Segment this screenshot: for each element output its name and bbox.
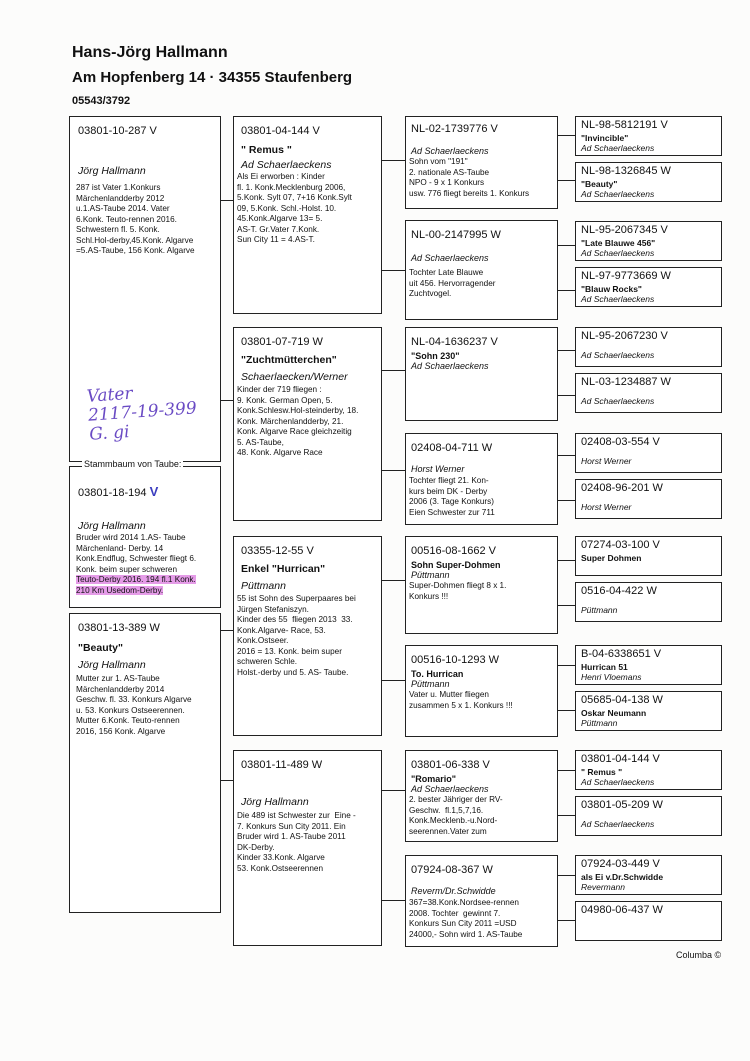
gen4-ring: NL-97-9773669 W <box>581 270 671 282</box>
ggp-breeder: Reverm/Dr.Schwidde <box>411 886 496 896</box>
subject-breeder: Jörg Hallmann <box>78 520 146 532</box>
ancestor-gen4-box <box>575 750 722 790</box>
ggp-ring: NL-00-2147995 W <box>411 229 501 241</box>
father-notes: 287 ist Vater 1.Konkurs Märchenlandderby 2012 u.1.AS-Taube 2014. Vater 6.Konk. Teuto-rennen 2016. Schwestern fl. 5. Konk. Schl.Hol-derby,45.Konk. Algarve =5.AS-Taube, 156 Konk. Algarve <box>76 183 195 255</box>
gen4-name: Super Dohmen <box>581 553 642 563</box>
ggp-breeder: Ad Schaerlaeckens <box>411 784 489 794</box>
gen4-ring: 07924-03-449 V <box>581 858 660 870</box>
ancestor-gen4-box <box>575 645 722 685</box>
gen4-ring: NL-95-2067230 V <box>581 330 668 342</box>
ggp-name: To. Hurrican <box>411 669 464 679</box>
ggp-ring: 00516-10-1293 W <box>411 654 500 666</box>
owner-name: Hans-Jörg Hallmann <box>72 44 228 61</box>
ggp-name: "Romario" <box>411 774 457 784</box>
grandparent-breeder: Schaerlaecken/Werner <box>241 371 348 383</box>
gen4-breeder: Püttmann <box>581 718 618 728</box>
gen4-breeder: Ad Schaerlaeckens <box>581 350 655 360</box>
ggp-breeder: Püttmann <box>411 570 450 580</box>
check-mark: V <box>149 484 159 499</box>
ggp-breeder: Ad Schaerlaeckens <box>411 253 489 263</box>
ggp-notes: Sohn vom "191" 2. nationale AS-Taube NPO - 9 x 1 Konkurs usw. 776 fliegt bereits 1. Konkurs <box>409 157 530 198</box>
ggp-breeder: Ad Schaerlaeckens <box>411 361 489 371</box>
ancestor-gen4-box <box>575 582 722 622</box>
gen4-ring: NL-95-2067345 V <box>581 224 668 236</box>
ancestor-gen4-box <box>575 327 722 367</box>
ggp-breeder: Horst Werner <box>411 464 465 474</box>
gen4-breeder: Horst Werner <box>581 502 632 512</box>
ggp-ring: 02408-04-711 W <box>411 442 493 454</box>
gen4-ring: 0516-04-422 W <box>581 585 657 597</box>
great-grandparent-box <box>405 855 558 947</box>
ggp-notes: Tochter fliegt 21. Kon- kurs beim DK - Derby 2006 (3. Tage Konkurs) Eien Schwester zur 711 <box>409 476 495 517</box>
subject-ring: 03801-18-194 <box>78 487 147 499</box>
grandparent-notes: Als Ei erworben : Kinder fl. 1. Konk.Mecklenburg 2006, 5.Konk. Sylt 07, 7+16 Konk.Sylt 09, 5.Konk. Schl.-Holst. 10. 45.Konk.Algarve 13= 5. AS-T. Gr.Vater 7.Konk. Sun City 11 = 4.AS-T. <box>237 172 352 244</box>
footer-credit: Columba © <box>676 950 722 960</box>
gen4-name: Hurrican 51 <box>581 662 628 672</box>
gen4-ring: NL-98-1326845 W <box>581 165 671 177</box>
grandparent-breeder: Püttmann <box>241 580 286 592</box>
ggp-notes: Super-Dohmen fliegt 8 x 1. Konkurs !!! <box>409 581 507 601</box>
ancestor-gen4-box <box>575 116 722 156</box>
gen4-breeder: Henri Vloemans <box>581 672 642 682</box>
grandparent-ring: 03355-12-55 V <box>241 545 314 557</box>
ancestor-gen4-box <box>575 901 722 941</box>
gen4-name: Oskar Neumann <box>581 708 647 718</box>
gen4-ring: 03801-04-144 V <box>581 753 660 765</box>
grandparent-breeder: Ad Schaerlaeckens <box>241 159 332 171</box>
ggp-notes: 367=38.Konk.Nordsee-rennen 2008. Tochter gewinnt 7. Konkurs Sun City 2011 =USD 24000,- Sohn wird 1. AS-Taube <box>409 898 523 939</box>
subject-notes: Bruder wird 2014 1.AS- Taube Märchenland- Derby. 14 Konk.Endflug, Schwester fliegt 6. Konk. beim super schweren Teuto-Derby 2016. 194 fl.1 Konk. 210 Km Usedom-Derby. <box>76 533 197 595</box>
gen4-breeder: Ad Schaerlaeckens <box>581 189 655 199</box>
gen4-ring: NL-98-5812191 V <box>581 119 668 131</box>
subject-box <box>69 466 221 608</box>
ggp-name: "Sohn 230" <box>411 351 460 361</box>
mother-name: "Beauty" <box>78 642 123 654</box>
grandparent-ring: 03801-04-144 V <box>241 125 320 137</box>
gen4-breeder: Ad Schaerlaeckens <box>581 396 655 406</box>
gen4-breeder: Ad Schaerlaeckens <box>581 248 655 258</box>
ggp-notes: 2. bester Jähriger der RV- Geschw. fl.1,5,7,16. Konk.Mecklenb.-u.Nord- seerennen.Vater zum <box>409 795 503 836</box>
grandparent-notes: 55 ist Sohn des Superpaares bei Jürgen Stefaniszyn. Kinder des 55 fliegen 2013 33. Konk.Algarve- Race, 53. Konk.Ostseer. 2016 = 13. Konk. beim super schweren Schle. Holst.-derby und 5. AS- Taube. <box>237 594 356 677</box>
gen4-ring: 07274-03-100 V <box>581 539 660 551</box>
gen4-ring: NL-03-1234887 W <box>581 376 671 388</box>
gen4-breeder: Ad Schaerlaeckens <box>581 294 655 304</box>
ancestor-gen4-box <box>575 479 722 519</box>
ancestor-gen4-box <box>575 855 722 895</box>
gen4-name: "Late Blauwe 456" <box>581 238 656 248</box>
handwritten-note: Vater 2117-19-399 G. gi <box>86 383 198 445</box>
grandparent-name: "Zuchtmütterchen" <box>241 354 337 366</box>
ancestor-gen4-box <box>575 433 722 473</box>
gen4-ring: 02408-96-201 W <box>581 482 663 494</box>
ggp-ring: NL-04-1636237 V <box>411 336 498 348</box>
gen4-ring: 05685-04-138 W <box>581 694 663 706</box>
gen4-name: "Invincible" <box>581 133 629 143</box>
grandparent-ring: 03801-07-719 W <box>241 336 323 348</box>
great-grandparent-box <box>405 116 558 209</box>
ancestor-gen4-box <box>575 162 722 202</box>
ggp-notes: Vater u. Mutter fliegen zusammen 5 x 1. Konkurs !!! <box>409 690 513 710</box>
ggp-ring: NL-02-1739776 V <box>411 123 498 135</box>
grandparent-notes: Kinder der 719 fliegen : 9. Konk. German Open, 5. Konk.Schlesw.Hol-steinderby, 18. Konk. Märchenlandderby, 21. Konk. Algarve Race gleichzeitig 5. AS-Taube, 48. Konk. Algarve Race <box>237 385 359 457</box>
ggp-name: Sohn Super-Dohmen <box>411 560 501 570</box>
grandparent-name: " Remus " <box>241 144 292 156</box>
ggp-ring: 03801-06-338 V <box>411 759 490 771</box>
grandparent-ring: 03801-11-489 W <box>241 759 323 771</box>
ancestor-gen4-box <box>575 267 722 307</box>
ancestor-gen4-box <box>575 796 722 836</box>
mother-notes: Mutter zur 1. AS-Taube Märchenlandderby 2014 Geschw. fl. 33. Konkurs Algarve u. 53. Konkurs Ostseerennen. Mutter 6.Konk. Teuto-rennen 2016, 156 Konk. Algarve <box>76 674 192 736</box>
gen4-name: " Remus " <box>581 767 623 777</box>
ggp-ring: 00516-08-1662 V <box>411 545 497 557</box>
ancestor-gen4-box <box>575 221 722 261</box>
gen4-breeder: Püttmann <box>581 605 618 615</box>
mother-ring: 03801-13-389 W <box>78 622 160 634</box>
gen4-breeder: Ad Schaerlaeckens <box>581 819 655 829</box>
gen4-breeder: Ad Schaerlaeckens <box>581 777 655 787</box>
father-ring: 03801-10-287 V <box>78 125 157 137</box>
great-grandparent-box <box>405 750 558 842</box>
great-grandparent-box <box>405 645 558 737</box>
ggp-breeder: Püttmann <box>411 679 450 689</box>
great-grandparent-box <box>405 536 558 634</box>
gen4-name: "Beauty" <box>581 179 618 189</box>
gen4-ring: 03801-05-209 W <box>581 799 663 811</box>
ancestor-gen4-box <box>575 691 722 731</box>
ancestor-gen4-box <box>575 536 722 576</box>
great-grandparent-box <box>405 220 558 320</box>
ggp-notes: Tochter Late Blauwe uit 456. Hervorragender Zuchtvogel. <box>409 268 496 298</box>
owner-phone: 05543/3792 <box>72 95 131 107</box>
gen4-breeder: Horst Werner <box>581 456 632 466</box>
owner-address: Am Hopfenberg 14 · 34355 Staufenberg <box>72 69 353 86</box>
gen4-ring: 02408-03-554 V <box>581 436 660 448</box>
gen4-breeder: Ad Schaerlaeckens <box>581 143 655 153</box>
grandparent-box <box>233 327 382 521</box>
great-grandparent-box <box>405 433 558 525</box>
ancestor-gen4-box <box>575 373 722 413</box>
grandparent-name: Enkel "Hurrican" <box>241 563 326 575</box>
grandparent-box <box>233 116 382 314</box>
gen4-name: als Ei v.Dr.Schwidde <box>581 872 664 882</box>
gen4-breeder: Revermann <box>581 882 625 892</box>
gen4-ring: B-04-6338651 V <box>581 648 662 660</box>
great-grandparent-box <box>405 327 558 421</box>
mother-box <box>69 613 221 913</box>
grandparent-breeder: Jörg Hallmann <box>241 796 309 808</box>
ggp-ring: 07924-08-367 W <box>411 864 493 876</box>
ggp-breeder: Ad Schaerlaeckens <box>411 146 489 156</box>
mother-breeder: Jörg Hallmann <box>78 659 146 671</box>
grandparent-notes: Die 489 ist Schwester zur Eine - 7. Konkurs Sun City 2011. Ein Bruder wird 1. AS-Taube 2011 DK-Derby. Kinder 33.Konk. Algarve 53. Konk.Ostseerennen <box>237 811 356 873</box>
grandparent-box <box>233 536 382 736</box>
father-breeder: Jörg Hallmann <box>78 165 146 177</box>
gen4-ring: 04980-06-437 W <box>581 904 663 916</box>
gen4-name: "Blauw Rocks" <box>581 284 642 294</box>
stammbaum-label: Stammbaum von Taube: <box>84 459 182 469</box>
grandparent-box <box>233 750 382 946</box>
